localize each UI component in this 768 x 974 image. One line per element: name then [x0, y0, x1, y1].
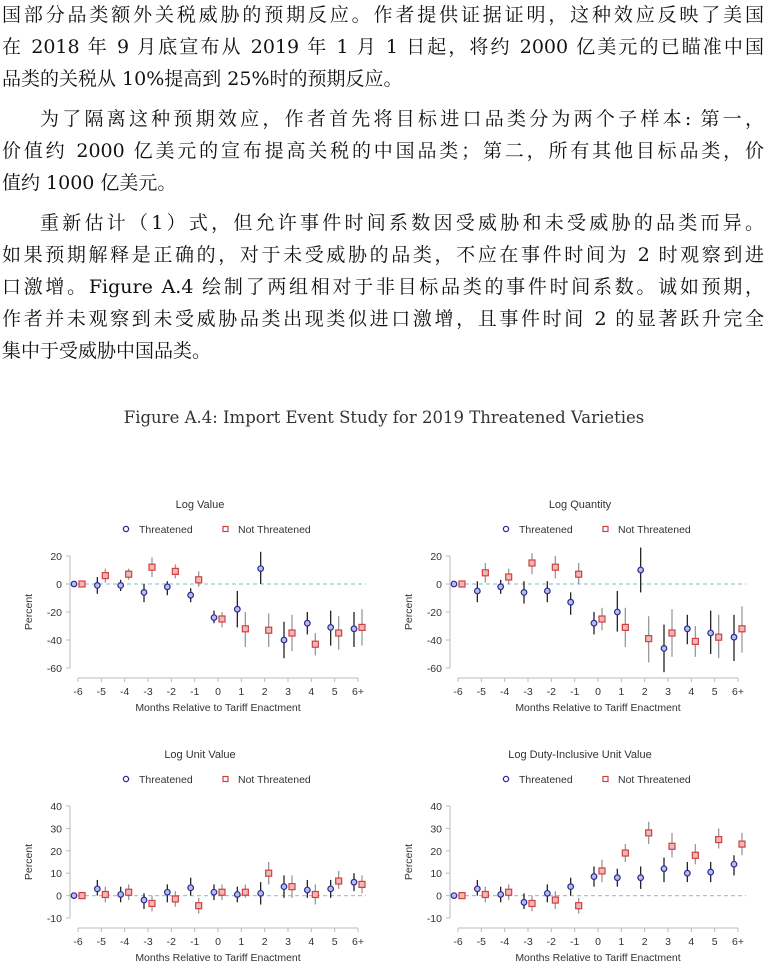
x-tick-label: -2	[166, 936, 177, 948]
threatened-point	[141, 590, 147, 596]
text-line: 重新估计（1）式，但允许事件时间系数因受威胁和未受威胁的品类而异。	[40, 212, 764, 234]
x-tick-label: -3	[143, 686, 153, 698]
not-threatened-point	[646, 830, 652, 836]
not-threatened-point	[669, 630, 675, 636]
not-threatened-point	[126, 571, 132, 577]
x-tick-label: 1	[618, 936, 625, 948]
threatened-point	[165, 889, 171, 895]
y-tick-label: 10	[430, 868, 442, 881]
threatened-point	[615, 875, 621, 881]
not-threatened-point	[149, 900, 155, 906]
x-tick-label: -3	[523, 936, 533, 948]
x-tick-label: 0	[595, 936, 601, 948]
y-axis-label: Percent	[23, 843, 35, 881]
x-tick-label: -6	[453, 936, 463, 948]
threatened-point	[95, 583, 101, 589]
x-axis-label: Months Relative to Tariff Enactment	[515, 952, 681, 964]
x-tick-label: 6+	[352, 686, 364, 698]
x-tick-label: -3	[143, 936, 153, 948]
not-threatened-point	[459, 581, 465, 587]
x-tick-label: 1	[238, 686, 245, 698]
y-tick-label: -20	[46, 607, 62, 619]
x-tick-label: 4	[308, 936, 315, 948]
y-tick-label: 0	[56, 890, 62, 903]
not-threatened-point	[506, 574, 512, 580]
text-line: 集中于受威胁中国品类。	[2, 340, 212, 362]
not-threatened-point	[102, 891, 108, 897]
x-tick-label: -4	[499, 686, 510, 698]
not-threatened-point	[482, 891, 488, 897]
threatened-point	[258, 566, 264, 572]
threatened-point	[188, 592, 194, 598]
threatened-point	[521, 900, 527, 906]
legend-label: Not Threatened	[238, 774, 311, 786]
y-tick-label: 30	[430, 823, 442, 836]
x-tick-label: -5	[96, 936, 107, 948]
threatened-point	[498, 892, 504, 898]
y-tick-label: 0	[436, 579, 442, 591]
not-threatened-point	[312, 891, 318, 897]
not-threatened-point	[266, 627, 272, 633]
threatened-point	[165, 584, 171, 590]
x-tick-label: -5	[476, 936, 487, 948]
x-tick-label: 3	[285, 686, 291, 698]
not-threatened-point	[312, 641, 318, 647]
y-tick-label: -10	[426, 913, 442, 925]
x-axis-label: Months Relative to Tariff Enactment	[135, 702, 301, 714]
y-axis-label: Percent	[23, 593, 35, 631]
x-tick-label: 0	[595, 686, 601, 698]
threatened-point	[521, 590, 527, 596]
threatened-point	[188, 885, 194, 891]
not-threatened-point	[552, 564, 558, 570]
not-threatened-point	[459, 893, 465, 899]
y-tick-label: -20	[426, 607, 442, 619]
not-threatened-point	[79, 893, 85, 899]
y-tick-label: 30	[50, 823, 62, 836]
not-threatened-point	[242, 889, 248, 895]
y-tick-label: -40	[46, 635, 62, 647]
threatened-point	[545, 588, 551, 594]
x-tick-label: -2	[166, 686, 177, 698]
not-threatened-point	[219, 889, 225, 895]
x-tick-label: -4	[119, 936, 130, 948]
body-text	[2, 0, 764, 368]
legend-label: Not Threatened	[618, 524, 691, 536]
threatened-point	[475, 886, 481, 892]
not-threatened-point	[266, 870, 272, 876]
not-threatened-point	[622, 624, 628, 630]
text-line: 如果预期解释是正确的，对于未受威胁的品类，不应在事件时间为 2 时观察到进	[2, 244, 764, 266]
not-threatened-point	[79, 581, 85, 587]
not-threatened-point	[219, 616, 225, 622]
legend-circle-icon	[123, 776, 128, 781]
x-tick-label: -6	[453, 686, 463, 698]
threatened-point	[591, 874, 597, 880]
legend-label: Not Threatened	[238, 524, 311, 536]
x-tick-label: -4	[499, 936, 510, 948]
x-tick-label: -5	[96, 686, 107, 698]
x-tick-label: 6+	[352, 936, 364, 948]
x-tick-label: 3	[285, 936, 291, 948]
x-tick-label: 3	[665, 936, 671, 948]
figure-title: Figure A.4: Import Event Study for 2019 Threatened Varieties	[123, 408, 645, 427]
threatened-point	[71, 581, 77, 587]
chart-title: Log Value	[175, 499, 225, 511]
legend-circle-icon	[503, 776, 508, 781]
chart-title: Log Unit Value	[164, 749, 236, 761]
y-tick-label: 20	[50, 845, 62, 858]
threatened-point	[118, 892, 124, 898]
not-threatened-point	[242, 626, 248, 632]
x-tick-label: 6+	[732, 936, 744, 948]
legend-square-icon	[223, 777, 228, 782]
not-threatened-point	[552, 897, 558, 903]
y-tick-label: -60	[46, 663, 62, 675]
threatened-point	[568, 884, 574, 890]
x-tick-label: 3	[665, 686, 671, 698]
x-tick-label: -1	[189, 686, 200, 698]
not-threatened-point	[482, 570, 488, 576]
not-threatened-point	[126, 889, 132, 895]
legend-square-icon	[603, 777, 608, 782]
legend-label: Threatened	[139, 774, 193, 786]
legend-square-icon	[603, 527, 608, 532]
threatened-point	[731, 634, 737, 640]
chart-title: Log Duty-Inclusive Unit Value	[508, 749, 652, 761]
legend-label: Threatened	[139, 524, 193, 536]
x-tick-label: 5	[711, 936, 718, 948]
not-threatened-point	[172, 896, 178, 902]
x-tick-label: 2	[261, 686, 268, 698]
y-tick-label: -40	[426, 635, 442, 647]
y-tick-label: 10	[50, 868, 62, 881]
threatened-point	[451, 581, 457, 587]
x-axis-label: Months Relative to Tariff Enactment	[135, 952, 301, 964]
not-threatened-point	[576, 571, 582, 577]
x-tick-label: -4	[119, 686, 130, 698]
not-threatened-point	[149, 564, 155, 570]
threatened-point	[235, 606, 241, 612]
not-threatened-point	[646, 636, 652, 642]
threatened-point	[545, 891, 551, 897]
not-threatened-point	[739, 841, 745, 847]
legend-square-icon	[223, 527, 228, 532]
not-threatened-point	[289, 884, 295, 890]
threatened-point	[685, 870, 691, 876]
threatened-point	[95, 886, 101, 892]
not-threatened-point	[599, 616, 605, 622]
not-threatened-point	[692, 852, 698, 858]
threatened-point	[328, 625, 334, 631]
threatened-point	[328, 886, 334, 892]
threatened-point	[591, 620, 597, 626]
not-threatened-point	[102, 573, 108, 579]
threatened-point	[211, 889, 217, 895]
not-threatened-point	[359, 881, 365, 887]
x-tick-label: 2	[641, 936, 648, 948]
x-tick-label: 4	[688, 686, 695, 698]
x-tick-label: -1	[569, 686, 580, 698]
x-tick-label: 4	[308, 686, 315, 698]
not-threatened-point	[692, 638, 698, 644]
threatened-point	[235, 892, 241, 898]
not-threatened-point	[359, 624, 365, 630]
legend-label: Threatened	[519, 774, 573, 786]
x-tick-label: 6+	[732, 686, 744, 698]
y-tick-label: 20	[50, 551, 62, 563]
threatened-point	[118, 583, 124, 589]
threatened-point	[615, 609, 621, 615]
threatened-point	[685, 626, 691, 632]
chart-title: Log Quantity	[548, 499, 612, 511]
not-threatened-point	[506, 889, 512, 895]
y-tick-label: 40	[50, 801, 62, 813]
threatened-point	[281, 637, 287, 643]
threatened-point	[498, 584, 504, 590]
x-tick-label: -1	[189, 936, 200, 948]
text-line: 口激增。Figure A.4 绘制了两组相对于非目标品类的事件时间系数。诚如预期，	[2, 276, 764, 298]
chart-log-quantity	[400, 490, 760, 720]
text-line: 价值约 2000 亿美元的宣布提高关税的中国品类；第二，所有其他目标品类，价	[2, 140, 764, 162]
x-tick-label: 2	[641, 686, 648, 698]
threatened-point	[258, 891, 264, 897]
y-tick-label: 0	[436, 890, 442, 903]
text-line: 在 2018 年 9 月底宣布从 2019 年 1 月 1 日起，将约 2000 亿美元的已瞄准中国	[2, 36, 764, 58]
chart-log-value	[20, 490, 380, 720]
legend-circle-icon	[123, 526, 128, 531]
text-line: 作者并未观察到未受威胁品类出现类似进口激增，且事件时间 2 的显著跃升完全	[2, 308, 764, 330]
threatened-point	[731, 861, 737, 867]
x-axis-label: Months Relative to Tariff Enactment	[515, 702, 681, 714]
text-line: 国部分品类额外关税威胁的预期反应。作者提供证据证明，这种效应反映了美国	[2, 4, 764, 26]
text-line: 品类的关税从 10%提高到 25%时的预期反应。	[2, 68, 403, 90]
threatened-point	[451, 893, 457, 899]
legend-label: Threatened	[519, 524, 573, 536]
not-threatened-point	[716, 837, 722, 843]
legend-label: Not Threatened	[618, 774, 691, 786]
not-threatened-point	[529, 900, 535, 906]
not-threatened-point	[336, 630, 342, 636]
text-line: 为了隔离这种预期效应，作者首先将目标进口品类分为两个子样本: 第一，	[40, 108, 764, 130]
threatened-point	[351, 879, 357, 885]
y-tick-label: 40	[430, 801, 442, 813]
not-threatened-point	[196, 577, 202, 583]
not-threatened-point	[336, 878, 342, 884]
threatened-point	[638, 875, 644, 881]
x-tick-label: -2	[546, 686, 557, 698]
y-tick-label: 20	[430, 845, 442, 858]
threatened-point	[638, 567, 644, 573]
not-threatened-point	[529, 560, 535, 566]
y-tick-label: 20	[430, 551, 442, 563]
threatened-point	[475, 588, 481, 594]
y-axis-label: Percent	[403, 843, 415, 881]
threatened-point	[708, 869, 714, 875]
x-tick-label: 5	[331, 686, 338, 698]
x-tick-label: 0	[215, 686, 221, 698]
y-tick-label: -60	[426, 663, 442, 675]
x-tick-label: -6	[73, 936, 83, 948]
x-tick-label: 1	[618, 686, 625, 698]
x-tick-label: -5	[476, 686, 487, 698]
y-axis-label: Percent	[403, 593, 415, 631]
threatened-point	[141, 897, 147, 903]
threatened-point	[351, 626, 357, 632]
text-line: 值约 1000 亿美元。	[2, 172, 177, 194]
not-threatened-point	[716, 634, 722, 640]
not-threatened-point	[289, 630, 295, 636]
x-tick-label: -1	[569, 936, 580, 948]
threatened-point	[211, 615, 217, 621]
not-threatened-point	[669, 843, 675, 849]
x-tick-label: -3	[523, 686, 533, 698]
threatened-point	[305, 887, 311, 893]
not-threatened-point	[172, 568, 178, 574]
legend-circle-icon	[503, 526, 508, 531]
x-tick-label: 5	[331, 936, 338, 948]
not-threatened-point	[622, 850, 628, 856]
not-threatened-point	[599, 868, 605, 874]
threatened-point	[661, 866, 667, 872]
y-tick-label: 0	[56, 579, 62, 591]
threatened-point	[708, 630, 714, 636]
threatened-point	[305, 620, 311, 626]
threatened-point	[71, 893, 77, 899]
x-tick-label: 4	[688, 936, 695, 948]
chart-log-duty-inclusive-unit-value	[400, 740, 760, 970]
not-threatened-point	[576, 903, 582, 909]
chart-log-unit-value	[20, 740, 380, 970]
y-tick-label: -10	[46, 913, 62, 925]
threatened-point	[661, 646, 667, 652]
x-tick-label: 5	[711, 686, 718, 698]
not-threatened-point	[196, 903, 202, 909]
threatened-point	[568, 599, 574, 605]
x-tick-label: 2	[261, 936, 268, 948]
x-tick-label: 0	[215, 936, 221, 948]
not-threatened-point	[739, 626, 745, 632]
x-tick-label: -6	[73, 686, 83, 698]
threatened-point	[281, 884, 287, 890]
x-tick-label: 1	[238, 936, 245, 948]
x-tick-label: -2	[546, 936, 557, 948]
